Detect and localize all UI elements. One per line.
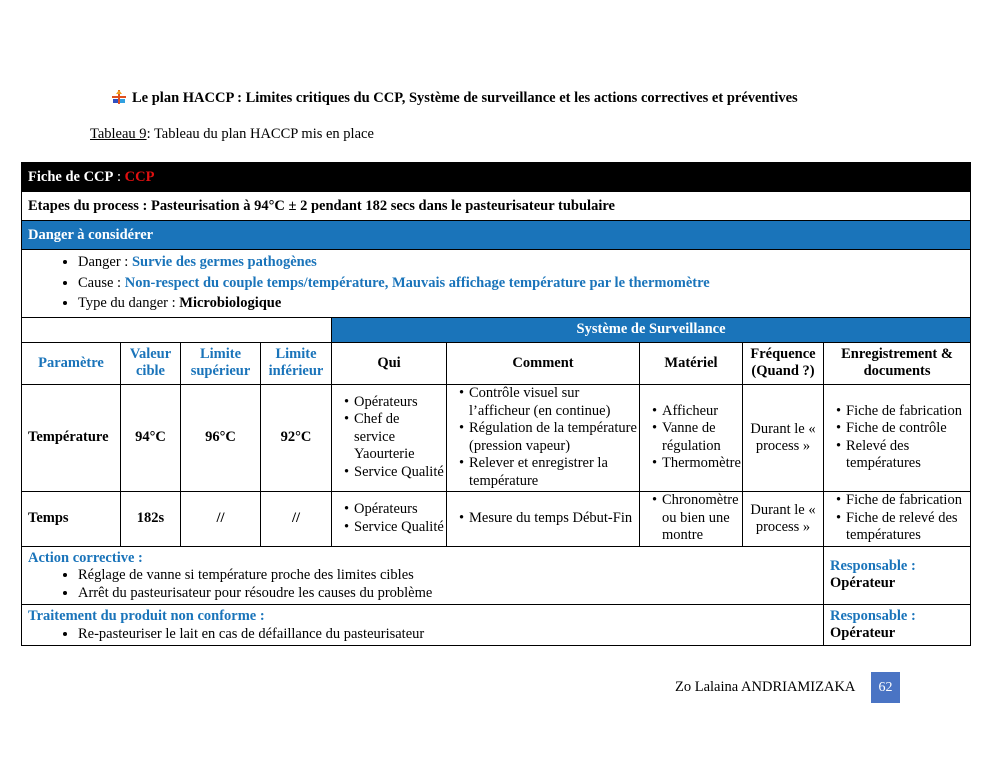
fiche-row (22, 163, 971, 192)
col-qui: Qui (332, 342, 447, 384)
danger-header: Danger à considérer (22, 221, 971, 250)
action-corrective-title: Action corrective : (28, 549, 143, 566)
action-corrective-row (22, 546, 971, 604)
danger-item-label: Danger : (78, 254, 132, 270)
caption-label: Tableau 9 (90, 126, 147, 142)
responsable-value: Opérateur (830, 575, 896, 591)
danger-item (78, 252, 964, 273)
row-limite-sup: 96°C (181, 384, 261, 491)
row-comment (447, 491, 640, 546)
row-frequence: Durant le « process » (743, 384, 824, 491)
list-item: • Vanne de régulation (662, 420, 740, 455)
list-item: • Mesure du temps Début-Fin (469, 510, 637, 528)
row-qui (332, 384, 447, 491)
list-item: • Arrêt du pasteurisateur pour résoudre les causes du problème (78, 584, 817, 602)
traitement-row (22, 604, 971, 645)
col-comment: Comment (447, 342, 640, 384)
section-heading (112, 90, 798, 107)
traitement-responsable-cell (824, 604, 971, 645)
row-limite-sup: // (181, 491, 261, 546)
action-corrective-cell (22, 546, 824, 604)
row-enregistrement (824, 491, 971, 546)
type-item (78, 293, 964, 314)
list-item: • Réglage de vanne si température proche des limites cibles (78, 566, 817, 584)
caption-text: : Tableau du plan HACCP mis en place (146, 126, 374, 142)
table-row (22, 384, 971, 491)
row-parametre: Température (22, 384, 121, 491)
haccp-table (21, 162, 971, 646)
fiche-value: CCP (124, 168, 155, 185)
row-limite-inf: // (261, 491, 332, 546)
row-qui (332, 491, 447, 546)
danger-item-value: Survie des germes pathogènes (131, 254, 317, 270)
col-limite-inf: Limite inférieur (261, 342, 332, 384)
list-item: • Chef de service Yaourterie (354, 411, 444, 464)
list-item: • Thermomètre (662, 455, 740, 473)
col-frequence: Fréquence (Quand ?) (743, 342, 824, 384)
row-enregistrement (824, 384, 971, 491)
list-item: • Opérateurs (354, 394, 444, 412)
fiche-cell (22, 163, 971, 192)
colored-arrow-bullet-icon (112, 90, 126, 104)
footer-author: Zo Lalaina ANDRIAMIZAKA (675, 679, 856, 695)
heading-text: Le plan HACCP : Limites critiques du CCP, Système de surveillance et les actions correctives et préventives (132, 90, 798, 106)
col-valeur: Valeur cible (121, 342, 181, 384)
etapes-cell: Etapes du process : Pasteurisation à 94°C ± 2 pendant 182 secs dans le pasteurisateur tubulaire (22, 192, 971, 221)
danger-list-row (22, 250, 971, 318)
row-valeur: 182s (121, 491, 181, 546)
column-header-row (22, 342, 971, 384)
list-item: • Afficheur (662, 403, 740, 421)
cause-item-value: Non-respect du couple temps/température, Mauvais affichage température par le thermomètre (124, 274, 710, 291)
row-parametre: Temps (22, 491, 121, 546)
col-enregistrement: Enregistrement & documents (824, 342, 971, 384)
cause-item (78, 273, 964, 294)
row-materiel (640, 491, 743, 546)
responsable-label: Responsable : (830, 558, 916, 574)
traitement-cell (22, 604, 824, 645)
list-item: • Service Qualité (354, 464, 444, 482)
list-item: • Fiche de contrôle (846, 420, 968, 438)
table-row (22, 491, 971, 546)
danger-list (28, 252, 964, 314)
empty-header-cell (22, 317, 332, 342)
list-item: • Régulation de la température (pression vapeur) (469, 420, 637, 455)
list-item: • Fiche de relevé des températures (846, 510, 968, 545)
col-limite-sup: Limite supérieur (181, 342, 261, 384)
traitement-title: Traitement du produit non conforme : (28, 607, 265, 624)
list-item: • Fiche de fabrication (846, 403, 968, 421)
list-item: • Contrôle visuel sur l’afficheur (en continue) (469, 385, 637, 420)
list-item: • Opérateurs (354, 501, 444, 519)
fiche-sep: : (113, 168, 125, 185)
etapes-row (22, 192, 971, 221)
responsable-value: Opérateur (830, 624, 896, 641)
danger-header-row (22, 221, 971, 250)
page-number-badge: 62 (871, 672, 900, 703)
col-materiel: Matériel (640, 342, 743, 384)
row-valeur: 94°C (121, 384, 181, 491)
surveillance-header-row (22, 317, 971, 342)
fiche-label: Fiche de CCP (28, 168, 114, 185)
row-limite-inf: 92°C (261, 384, 332, 491)
row-frequence: Durant le « process » (743, 491, 824, 546)
surveillance-header: Système de Surveillance (332, 317, 971, 342)
type-item-label: Type du danger : (78, 295, 180, 311)
list-item: • Relevé des températures (846, 438, 968, 473)
responsable-label: Responsable : (830, 607, 916, 624)
table-caption (90, 126, 374, 143)
list-item: • Re-pasteuriser le lait en cas de défaillance du pasteurisateur (78, 625, 817, 643)
danger-list-cell (22, 250, 971, 318)
action-responsable-cell (824, 546, 971, 604)
list-item: • Service Qualité (354, 519, 444, 537)
list-item: • Relever et enregistrer la température (469, 455, 637, 490)
list-item: • Fiche de fabrication (846, 492, 968, 510)
row-comment (447, 384, 640, 491)
list-item: • Chronomètre ou bien une montre (662, 492, 740, 545)
row-materiel (640, 384, 743, 491)
cause-item-label: Cause : (78, 274, 125, 291)
col-parametre: Paramètre (22, 342, 121, 384)
type-item-value: Microbiologique (179, 295, 282, 311)
